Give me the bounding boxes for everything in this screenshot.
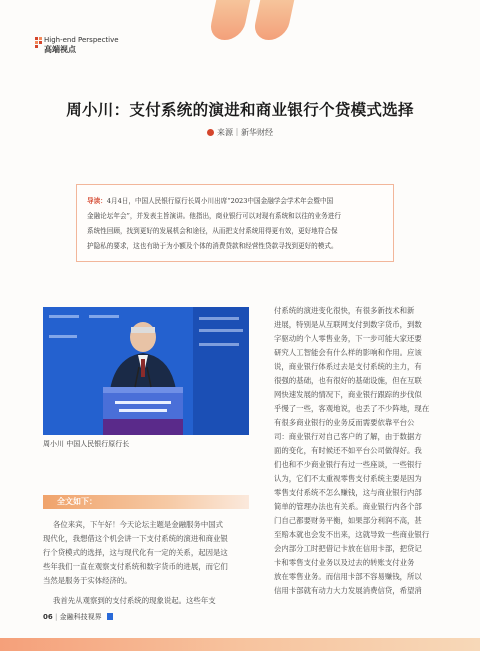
paragraph-line: 至赔本就也会发不出来，这就导致一些商业银行 xyxy=(274,530,430,539)
photo-caption: 周小川 中国人民银行原行长 xyxy=(43,440,130,448)
paragraph-line: 很强的基础，也有很好的基础设施，但在互联 xyxy=(274,376,422,385)
section-tag-zh: 高端视点 xyxy=(44,45,76,54)
paragraph-line: 些年我们一直在观察支付系统和数字货币的进展，而它们 xyxy=(43,562,228,571)
paragraph-line: 认为，它们不太重视零售支付系统主要是因为 xyxy=(274,474,422,483)
article-source xyxy=(0,127,480,138)
paragraph-line: 付系统的演进变化很快，有很多新技术和新 xyxy=(274,306,415,315)
paragraph-line: 说，商业银行体系过去是支付系统的主力，有 xyxy=(274,362,422,371)
paragraph-line: 行个贷模式的选择，这与现代化有一定的关系，起因是这 xyxy=(43,548,228,557)
paragraph-line: 乎慢了一些，客观地说，也丢了不少阵地，现在 xyxy=(274,404,430,413)
section-tag xyxy=(44,36,119,54)
fulltext-banner xyxy=(43,495,249,509)
intro-line: 金融论坛年会”，并发表主旨演讲。他指出，商业银行可以对现有系统和以往的业务进行 xyxy=(87,212,341,220)
paragraph-line: 我首先从观察到的支付系统的现象说起。这些年支 xyxy=(53,596,216,605)
section-tag-en: High-end Perspective xyxy=(44,36,119,44)
paragraph-line: 进展，特别是从互联网支付到数字货币，到数 xyxy=(274,320,422,329)
source-text: 来源｜新华财经 xyxy=(217,128,273,137)
intro-line: 护隐私的要求，这也有助于为小额及个体的消费贷款和经营性贷款寻找到更好的模式。 xyxy=(87,242,338,250)
paragraph-line: 当然是服务于实体经济的。 xyxy=(43,576,132,585)
intro-box xyxy=(76,184,394,262)
tag-squares-icon xyxy=(35,37,42,51)
intro-label: 导读： xyxy=(87,197,107,205)
paragraph-line: 字驱动的个人零售业务，下一步可能大家还要 xyxy=(274,334,422,343)
paragraph-line: 放在零售业务。而信用卡部不容易赚钱，所以 xyxy=(274,572,422,581)
paragraph-line: 各位来宾，下午好！今天论坛主题是金融服务中国式 xyxy=(53,520,223,529)
intro-line: 系统性回顾，找到更好的发展机会和途径，从而把支付系统用得更有效，更好地符合保 xyxy=(87,227,338,235)
paragraph-line: 现代化，我想借这个机会讲一下支付系统的演进和商业银 xyxy=(43,534,228,543)
article-title: 周小川：支付系统的演进和商业银行个贷模式选择 xyxy=(66,101,414,119)
page-number: 06 xyxy=(43,613,53,621)
paragraph-line: 零售支付系统不怎么赚钱，这与商业银行内部 xyxy=(274,488,422,497)
source-dot-icon xyxy=(207,129,214,136)
publication-logo-icon xyxy=(107,613,113,620)
fulltext-banner-label: 全文如下： xyxy=(57,497,97,506)
left-column xyxy=(43,520,253,620)
paragraph-line: 司：商业银行对自己客户的了解，由于数据方 xyxy=(274,432,422,441)
page-footer: 06 | 金融科技视界 xyxy=(43,612,113,622)
speaker-photo-illustration xyxy=(43,307,249,435)
paragraph-line: 有很多商业银行的业务反而需要依靠平台公 xyxy=(274,418,415,427)
right-column xyxy=(274,306,446,610)
paragraph-line: 们也和不少商业银行有过一些座谈，一些银行 xyxy=(274,460,422,469)
paragraph-line: 卡和零售支付业务以及过去的转账支付业务 xyxy=(274,558,415,567)
footer-color-bar xyxy=(0,638,480,651)
quote-mark-icon xyxy=(212,0,296,44)
intro-line: 导读：4月4日，中国人民银行原行长周小川出席“2023中国金融学会学术年会暨中国 xyxy=(87,197,334,205)
paragraph-line: 研究人工智能会有什么样的影响和作用。应该 xyxy=(274,348,422,357)
paragraph-line: 会内部分工时把借记卡放在信用卡部，把贷记 xyxy=(274,544,422,553)
paragraph-line: 简单的管理办法也有关系。商业银行内各个部 xyxy=(274,502,422,511)
publication-name: 金融科技视界 xyxy=(59,613,102,621)
paragraph-line: 信用卡部就有动力大力发展消费信贷，希望消 xyxy=(274,586,422,595)
paragraph-line: 面的变化，有时候还不如平台公司做得好。我 xyxy=(274,446,422,455)
speaker-photo xyxy=(43,307,249,435)
paragraph-line: 网快速发展的情况下，商业银行跟踪的步伐似 xyxy=(274,390,422,399)
paragraph-line: 门自己都要财务平衡，如果部分利润不高，甚 xyxy=(274,516,422,525)
